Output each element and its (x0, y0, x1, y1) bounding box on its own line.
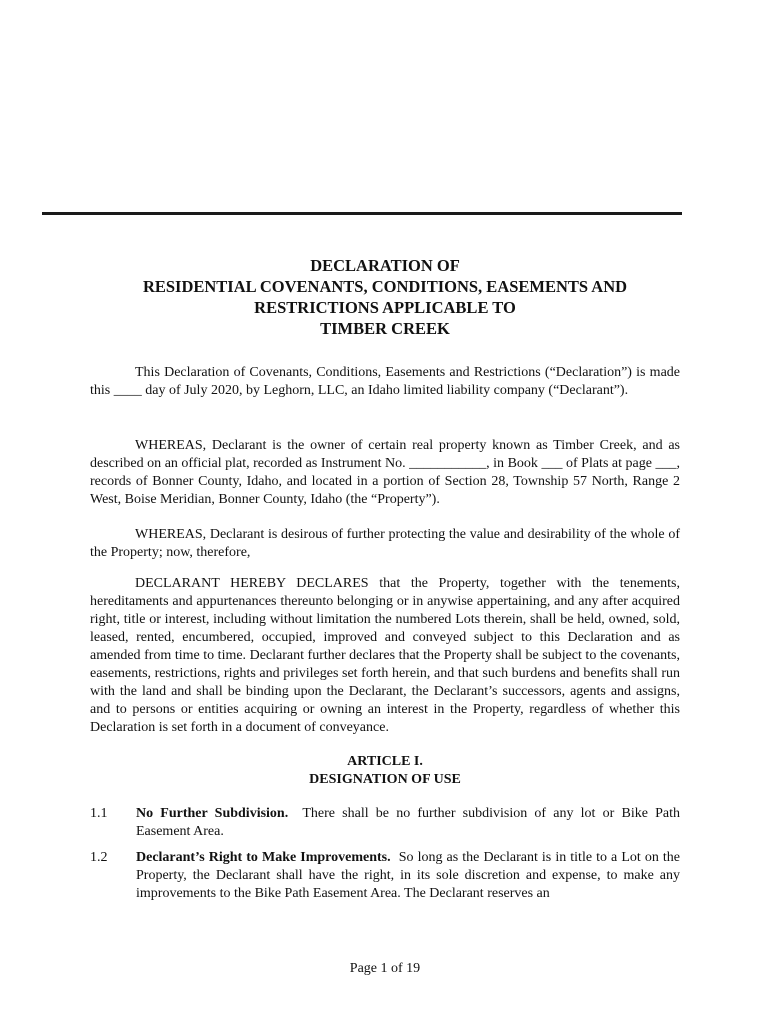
article-number: ARTICLE I. (347, 754, 423, 769)
section-heading: Declarant’s Right to Make Improvements. (136, 850, 391, 865)
paragraph-declarant-declares (90, 575, 680, 737)
page-number: Page 1 of 19 (349, 961, 421, 976)
section-1-1 (90, 805, 680, 841)
header-rule (42, 212, 682, 215)
paragraph-text: WHEREAS, Declarant is the owner of certain real property known as Timber Creek, and as described on an official plat, recorded as Instrument No. ___________, in Book ___ of Plats at page ___, records of Bonner County, Idaho, and located in a portion of Section 28, Township 57 North, Range 2 West, Boise Meridian, Bonner County, Idaho (the “Property”). (90, 438, 680, 507)
paragraph-declaration-intro (90, 364, 680, 400)
title-line-1: DECLARATION OF (310, 256, 460, 275)
paragraph-text: This Declaration of Covenants, Conditions, Easements and Restrictions (“Declaration”) is made this ____ day of July 2020, by Leghorn, LLC, an Idaho limited liability company (“Declarant”). (90, 365, 680, 398)
section-body (136, 805, 680, 841)
article-title: DESIGNATION OF USE (309, 772, 461, 787)
section-1-2 (90, 849, 680, 903)
section-heading: No Further Subdivision. (136, 806, 289, 821)
section-body (136, 849, 680, 903)
paragraph-whereas-desirous (90, 526, 680, 562)
section-text: So long as the Declarant is in title to a Lot on the Property, the Declarant shall have the right, in its sole discretion and expense, to make any improvements to the Bike Path Easement Area. The Declarant reserves an (136, 850, 681, 901)
title-line-3: RESTRICTIONS APPLICABLE TO (254, 298, 516, 317)
paragraph-text: DECLARANT HEREBY DECLARES that the Property, together with the tenements, hereditaments and appurtenances thereunto belonging or in anywise appertaining, and any after acquired right, title or interest, including without limitation the numbered Lots therein, shall be held, owned, sold, leased, rented, encumbered, occupied, improved and conveyed subject to this Declaration and as amended from time to time. Declarant further declares that the Property shall be subject to the covenants, easements, restrictions, rights and privileges set forth herein, and that such burdens and benefits shall run with the land and shall be binding upon the Declarant, the Declarant’s successors, agents and assigns, and to persons or entities acquiring or owning an interest in the Property, regardless of whether this Declaration is set forth in a document of conveyance. (90, 576, 680, 735)
title-line-2: RESIDENTIAL COVENANTS, CONDITIONS, EASEMENTS AND (142, 277, 628, 296)
section-text: There shall be no further subdivision of any lot or Bike Path Easement Area. (136, 806, 680, 839)
paragraph-text: WHEREAS, Declarant is desirous of further protecting the value and desirability of the whole of the Property; now, therefore, (90, 527, 680, 560)
article-heading (90, 753, 680, 789)
section-number: 1.1 (90, 806, 108, 821)
document-title (90, 255, 680, 339)
section-number: 1.2 (90, 850, 108, 865)
paragraph-whereas-owner (90, 437, 680, 509)
title-line-4: TIMBER CREEK (320, 319, 450, 338)
